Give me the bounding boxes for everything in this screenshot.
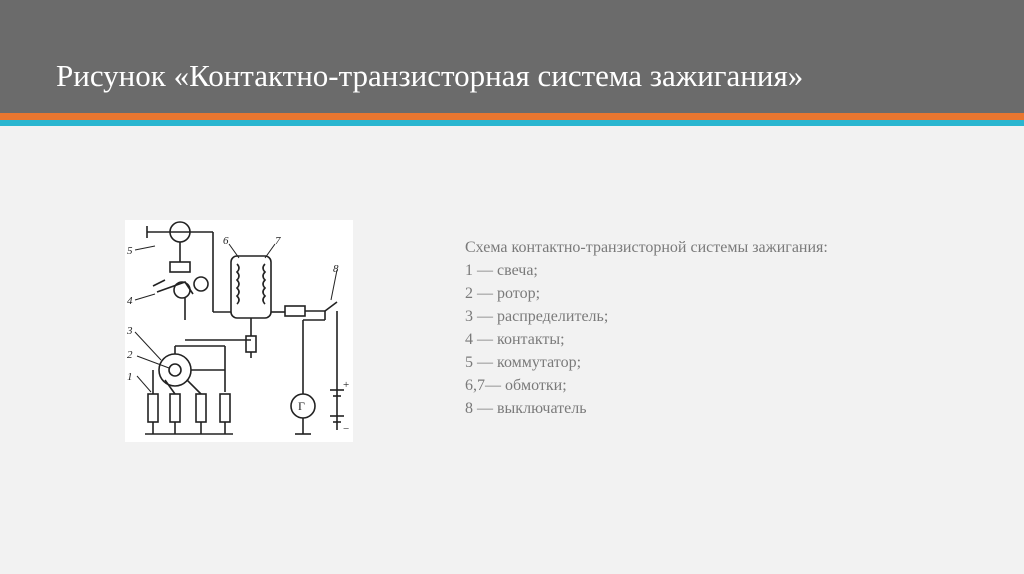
legend-item: 5 — коммутатор; (465, 354, 582, 371)
label-5: 5 (127, 245, 133, 257)
label-3: 3 (127, 325, 133, 337)
legend-item: 8 — выключатель (465, 400, 587, 417)
legend-item: 6,7— обмотки; (465, 377, 567, 394)
rotor-symbol (169, 364, 181, 376)
battery-plus-label: + (343, 379, 350, 391)
ignition-switch-symbol (325, 302, 337, 311)
battery-minus-label: − (343, 423, 350, 435)
legend-item: 2 — ротор; (465, 285, 541, 302)
circuit-schematic (125, 220, 353, 442)
label-1: 1 (127, 371, 133, 383)
orange-accent-stripe (0, 113, 1024, 120)
distributor-symbol (159, 354, 191, 386)
legend-item: 1 — свеча; (465, 262, 538, 279)
legend-item: 4 — контакты; (465, 331, 565, 348)
teal-accent-stripe (0, 120, 1024, 126)
slide-title: Рисунок «Контактно-транзисторная система зажигания» (56, 58, 804, 93)
label-6: 6 (223, 235, 229, 247)
contacts-symbol (170, 262, 190, 272)
legend-item: 3 — распределитель; (465, 308, 609, 325)
generator-label: Г (298, 399, 305, 413)
diagram-legend (465, 236, 985, 420)
label-2: 2 (127, 349, 133, 361)
title-bar (0, 0, 1024, 113)
legend-heading: Схема контактно-транзисторной системы зажигания: (465, 239, 828, 256)
spark-plug-symbol (148, 394, 158, 422)
ignition-circuit-diagram (125, 220, 353, 442)
label-4: 4 (127, 295, 133, 307)
label-7: 7 (275, 235, 281, 247)
resistor-symbol (285, 306, 305, 316)
label-8: 8 (333, 263, 339, 275)
